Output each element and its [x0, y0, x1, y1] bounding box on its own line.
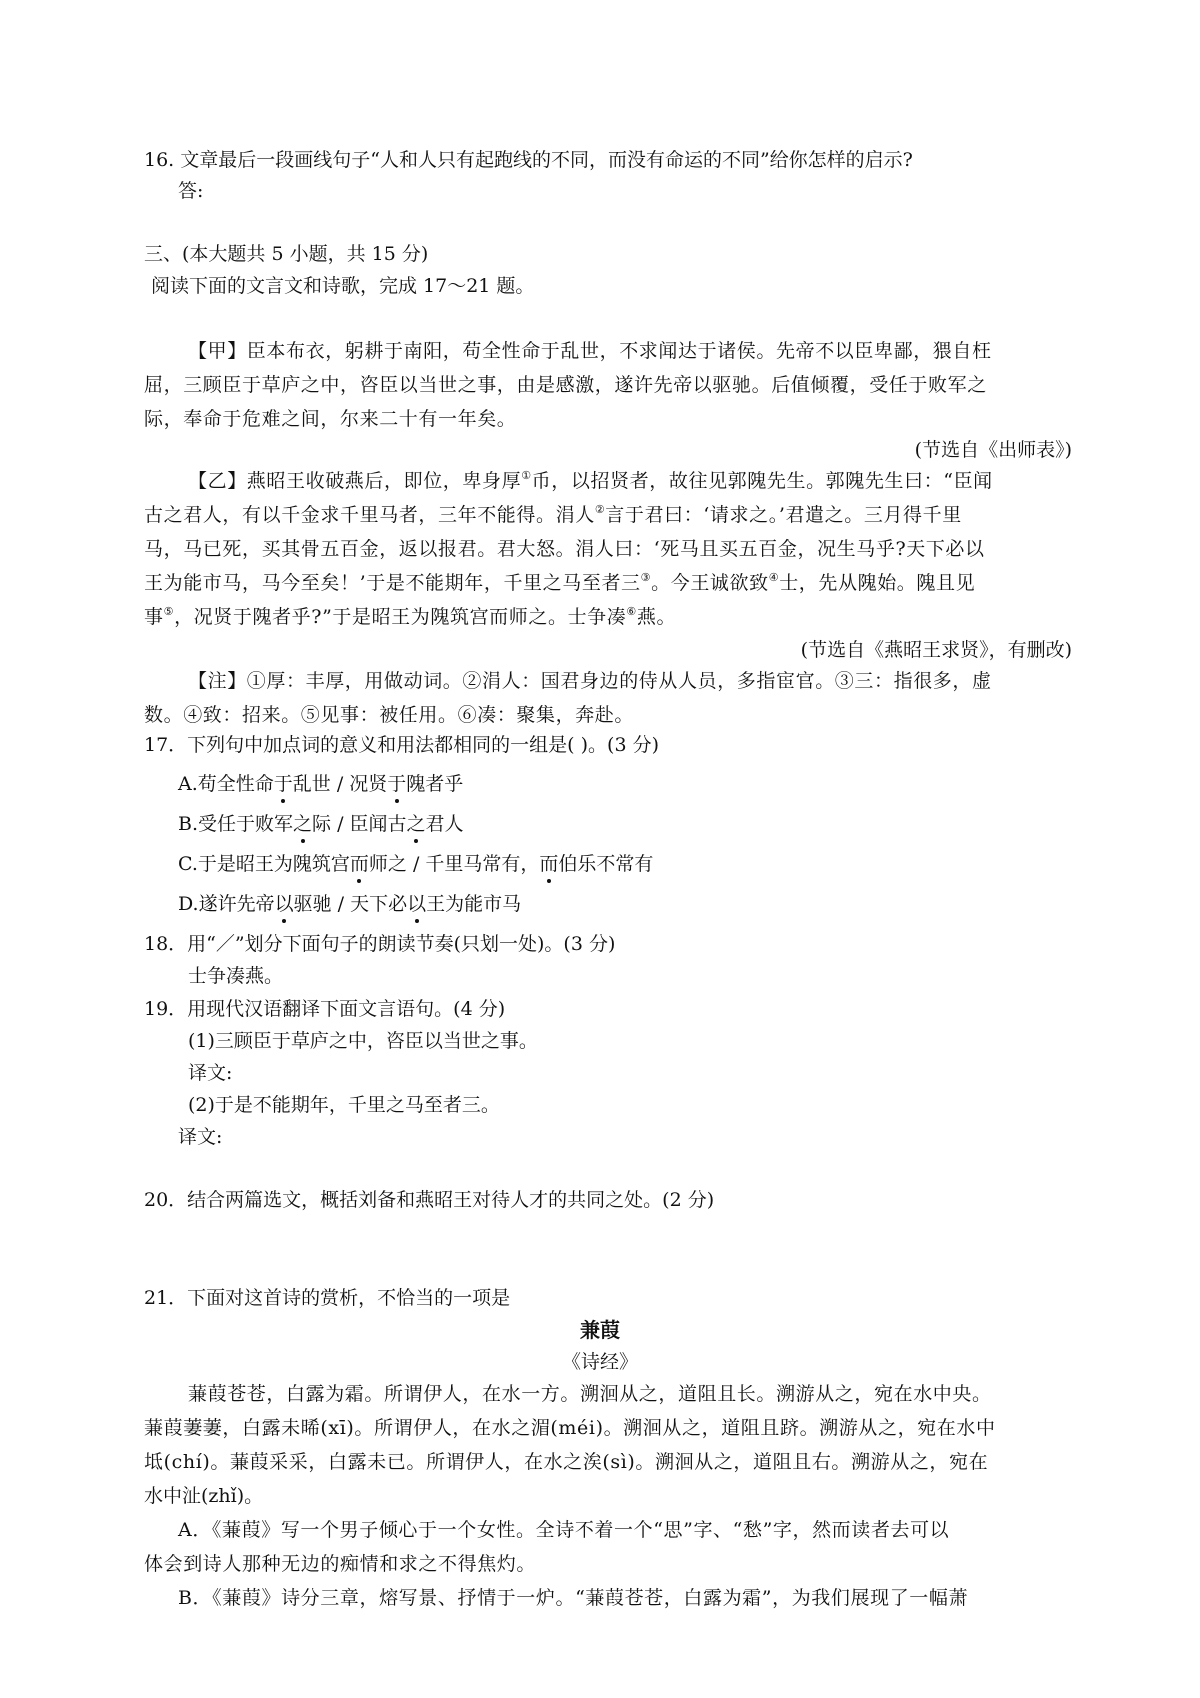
q21-question: 21．下面对这首诗的赏析，不恰当的一项是 — [144, 1287, 511, 1309]
footnote-mark: ④ — [768, 571, 780, 584]
passage-b-line: 事⑤，况贤于隗者乎?”于是昭王为隗筑宫而师之。士争凑⑥燕。 — [144, 605, 677, 628]
emphasis-dot-word: 于 — [387, 770, 406, 798]
passage-b-line: 王为能市马，马今至矣！’于是不能期年，千里之马至者三③。今王诚欲致④士，先从隗始。隗且见 — [144, 571, 976, 594]
poem-line: 蒹葭苍苍，白露为霜。所谓伊人，在水一方。溯洄从之，道阻且长。溯游从之，宛在水中央。 — [188, 1383, 992, 1405]
q16-answer-label: 答: — [178, 180, 204, 202]
passage-b-source: (节选自《燕昭王求贤》，有删改) — [800, 639, 1072, 661]
poem-line: 坻(chí)。蒹葭采采，白露未已。所谓伊人，在水之涘(sì)。溯洄从之，道阻且右。溯游从之，宛在 — [144, 1451, 989, 1473]
poem-title: 兼葭 — [580, 1318, 620, 1342]
notes-line: 数。④致：招来。⑤见事：被任用。⑥凑：聚集，奔赴。 — [144, 704, 635, 726]
q21-option-a-cont: 体会到诗人那种无边的痴情和求之不得焦灼。 — [144, 1553, 537, 1575]
q18-sentence: 士争凑燕。 — [188, 965, 284, 987]
passage-b-line: 马，马已死，买其骨五百金，返以报君。君大怒。涓人曰：‘死马且买五百金，况生马乎?天下必以 — [144, 538, 985, 560]
poem-line: 蒹葭萋萋，白露未晞(xī)。所谓伊人，在水之湄(méi)。溯洄从之，道阻且跻。溯游从之，宛在水中 — [144, 1417, 996, 1439]
q20-question: 20．结合两篇选文，概括刘备和燕昭王对待人才的共同之处。(2 分) — [144, 1189, 715, 1211]
section3-instruction: 阅读下面的文言文和诗歌，完成 17～21 题。 — [151, 275, 535, 297]
footnote-mark: ⑥ — [626, 605, 637, 618]
footnote-mark: ② — [594, 503, 606, 516]
section3-heading: 三、(本大题共 5 小题，共 15 分) — [144, 243, 429, 265]
emphasis-dot-word: 以 — [407, 890, 426, 918]
emphasis-dot-word: 以 — [275, 890, 294, 918]
q17-option-a: A.苟全性命于乱世 / 况贤于隗者乎 — [178, 770, 463, 798]
notes-line: 【注】①厚：丰厚，用做动词。②涓人：国君身边的侍从人员，多指宦官。③三：指很多，虚 — [188, 670, 992, 692]
q19-translation-label-2: 译文: — [178, 1126, 223, 1148]
q21-option-a: A．《蒹葭》写一个男子倾心于一个女性。全诗不着一个“思”字、“愁”字，然而读者去可以 — [178, 1519, 950, 1541]
passage-a-line: 【甲】臣本布衣，躬耕于南阳，苟全性命于乱世，不求闻达于诸侯。先帝不以臣卑鄙，猥自枉 — [188, 340, 992, 362]
passage-a-line: 屈，三顾臣于草庐之中，咨臣以当世之事，由是感激，遂许先帝以驱驰。后值倾覆，受任于败军之 — [144, 374, 987, 396]
q18-question: 18．用“／”划分下面句子的朗读节奏(只划一处)。(3 分) — [144, 933, 616, 955]
q19-item-2: (2)于是不能期年，千里之马至者三。 — [188, 1094, 500, 1116]
passage-a-line: 际，奉命于危难之间，尔来二十有一年矣。 — [144, 408, 517, 430]
q17-question: 17．下列句中加点词的意义和用法都相同的一组是( )。(3 分) — [144, 734, 659, 756]
poem-source: 《诗经》 — [561, 1351, 638, 1373]
emphasis-dot-word: 而 — [350, 850, 369, 878]
q16-question: 16. 文章最后一段画线句子“人和人只有起跑线的不同，而没有命运的不同”给你怎样的启示? — [144, 149, 913, 171]
footnote-mark: ⑤ — [163, 605, 175, 618]
poem-line: 水中沚(zhǐ)。 — [144, 1485, 264, 1507]
emphasis-dot-word: 之 — [407, 810, 426, 838]
q17-option-b: B.受任于败军之际 / 臣闻古之君人 — [178, 810, 464, 838]
passage-b-line: 【乙】燕昭王收破燕后，即位，卑身厚①币，以招贤者，故往见郭隗先生。郭隗先生曰：“臣闻 — [188, 469, 993, 492]
q17-option-d: D.遂许先帝以驱驰 / 天下必以王为能市马 — [178, 890, 521, 918]
q19-translation-label-1: 译文: — [188, 1062, 233, 1084]
passage-b-line: 古之君人，有以千金求千里马者，三年不能得。涓人②言于君曰：‘请求之。’君遣之。三月得千里 — [144, 503, 962, 526]
q21-option-b: B．《蒹葭》诗分三章，熔写景、抒情于一炉。“蒹葭苍苍，白露为霜”，为我们展现了一幅萧 — [178, 1587, 969, 1609]
emphasis-dot-word: 而 — [539, 850, 558, 878]
emphasis-dot-word: 于 — [274, 770, 293, 798]
emphasis-dot-word: 之 — [293, 810, 312, 838]
q19-item-1: (1)三顾臣于草庐之中，咨臣以当世之事。 — [188, 1030, 538, 1052]
footnote-mark: ③ — [640, 571, 652, 584]
q17-option-c: C.于是昭王为隗筑宫而师之 / 千里马常有，而伯乐不常有 — [178, 850, 653, 878]
passage-a-source: (节选自《出师表》) — [914, 439, 1072, 461]
q19-question: 19．用现代汉语翻译下面文言语句。(4 分) — [144, 998, 506, 1020]
footnote-mark: ① — [521, 469, 532, 482]
